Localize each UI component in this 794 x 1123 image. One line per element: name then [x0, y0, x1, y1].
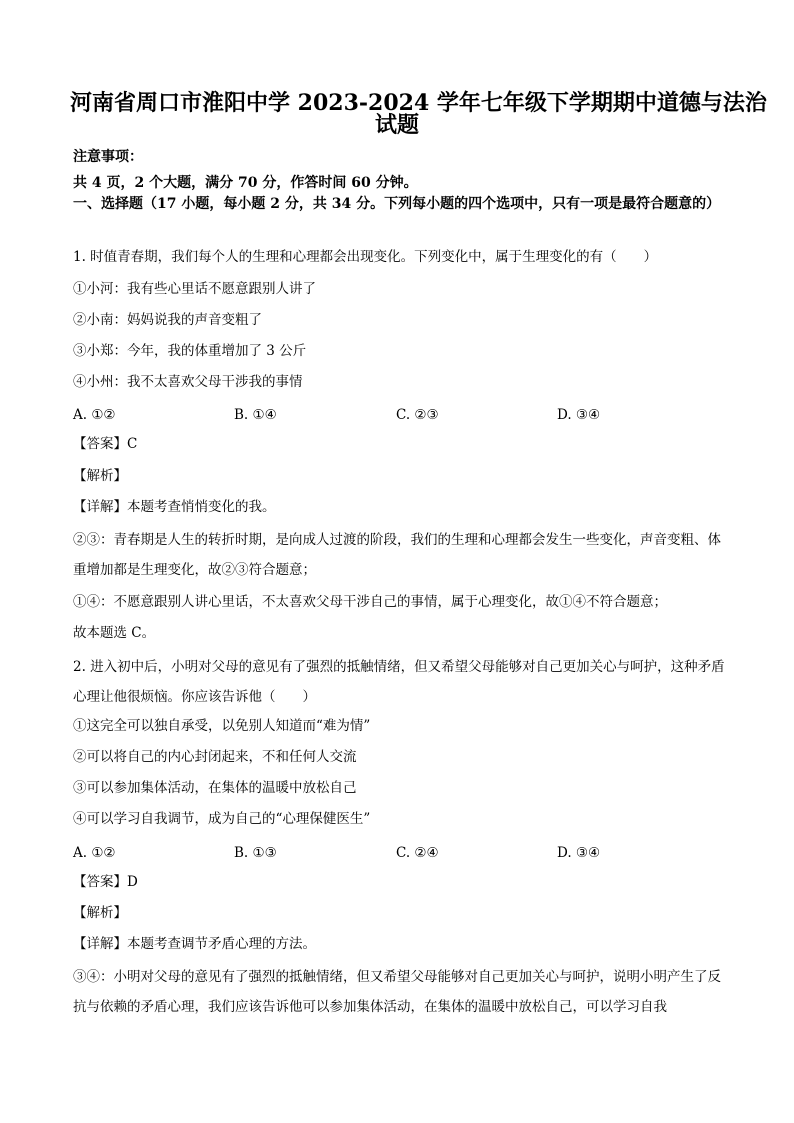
detail-text: 【详解】本题考查调节矛盾心理的方法。: [73, 936, 316, 952]
question-stem: 1. 时值青春期，我们每个人的生理和心理都会出现变化。下列变化中，属于生理变化的有（ ）: [73, 249, 658, 265]
answer-option-d: D. ③④: [557, 407, 601, 423]
answer-option-d: D. ③④: [557, 845, 601, 861]
explanation-text: ①④：不愿意跟别人讲心里话，不太喜欢父母干涉自己的事情，属于心理变化，故①④不符合题意；: [73, 594, 667, 610]
answer-option-c: C. ②③: [396, 407, 439, 423]
answer-option-b: B. ①④: [234, 407, 277, 423]
question-stem: 2. 进入初中后，小明对父母的意见有了强烈的抵触情绪，但又希望父母能够对自己更加关心与呵护，这种矛盾心理让他很烦恼。你应该告诉他（ ）: [73, 659, 725, 705]
document-title: 河南省周口市淮阳中学 2023-2024 学年七年级下学期期中道德与法治: [70, 90, 767, 116]
answer-label: 【答案】C: [73, 436, 138, 452]
analysis-label: 【解析】: [73, 468, 127, 484]
exam-info: 共 4 页，2 个大题，满分 70 分，作答时间 60 分钟。: [73, 175, 418, 191]
answer-option-a: A. ①②: [73, 407, 116, 423]
section-heading: 一、选择题（17 小题，每小题 2 分，共 34 分。下列每小题的四个选项中，只有一项是最符合题意的）: [73, 196, 721, 212]
analysis-label: 【解析】: [73, 905, 127, 921]
question-item: ①这完全可以独自承受，以免别人知道而“难为情”: [73, 718, 371, 734]
explanation-text: ②③：青春期是人生的转折时期，是向成人过渡的阶段，我们的生理和心理都会发生一些变化，声音变粗、体重增加都是生理变化，故②③符合题意；: [73, 532, 721, 578]
answer-option-c: C. ②④: [396, 845, 439, 861]
question-item: ①小河：我有些心里话不愿意跟别人讲了: [73, 281, 316, 297]
question-item: ②可以将自己的内心封闭起来，不和任何人交流: [73, 749, 357, 765]
detail-text: 【详解】本题考查悄悄变化的我。: [73, 499, 276, 515]
question-item: ②小南：妈妈说我的声音变粗了: [73, 312, 262, 328]
conclusion-text: 故本题选 C。: [73, 625, 156, 641]
answer-option-b: B. ①③: [234, 845, 277, 861]
explanation-text: ③④：小明对父母的意见有了强烈的抵触情绪，但又希望父母能够对自己更加关心与呵护，说明小明产生了反抗与依赖的矛盾心理，我们应该告诉他可以参加集体活动，在集体的温暖中放松自己，可以学习自我: [73, 969, 721, 1015]
question-item: ④小州：我不太喜欢父母干涉我的事情: [73, 374, 303, 390]
answer-label: 【答案】D: [73, 874, 138, 890]
document-title-continued: 试题: [374, 112, 419, 138]
notice-heading: 注意事项：: [73, 149, 143, 165]
question-item: ③可以参加集体活动，在集体的温暖中放松自己: [73, 780, 357, 796]
question-item: ③小郑：今年，我的体重增加了 3 公斤: [73, 343, 307, 359]
answer-option-a: A. ①②: [73, 845, 116, 861]
question-item: ④可以学习自我调节，成为自己的“心理保健医生”: [73, 811, 371, 827]
